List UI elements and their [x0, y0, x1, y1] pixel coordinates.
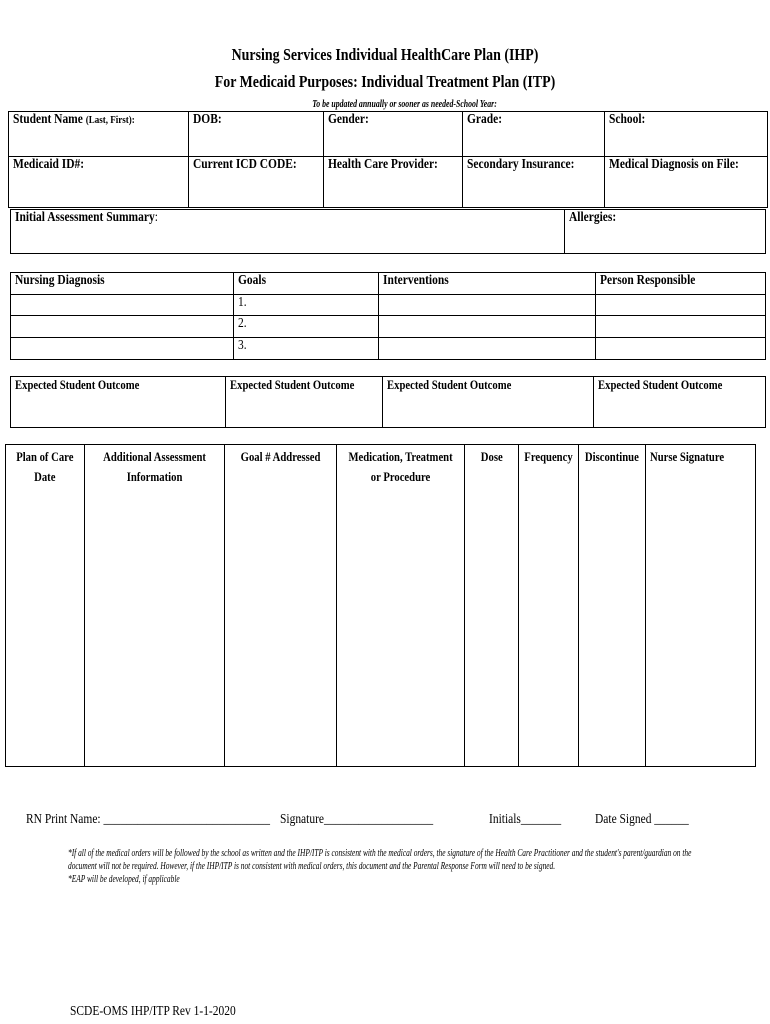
school-field[interactable]: [604, 112, 767, 157]
header-discontinue[interactable]: Discontinue: [579, 445, 646, 767]
dob-label: DOB:: [192, 112, 222, 127]
diagnosis-cell[interactable]: [11, 338, 234, 360]
footnote-line-2: document will not be required. However, if the IHP/ITP is not consistent with medical orders, this document and the Parental Response Form will need to be signed.: [68, 861, 556, 872]
medical-diagnosis-field[interactable]: [604, 157, 767, 208]
diagnosis-cell[interactable]: [11, 295, 234, 316]
student-name-hint: (Last, First):: [85, 114, 135, 126]
goal-number: 1.: [237, 295, 247, 310]
dob-field[interactable]: [188, 112, 324, 157]
provider-field[interactable]: [324, 157, 463, 208]
form-id: SCDE-OMS IHP/ITP Rev 1-1-2020: [70, 1004, 236, 1019]
outcome-cell[interactable]: Expected Student Outcome: [383, 377, 594, 428]
rn-print-name[interactable]: RN Print Name: _____________________________: [26, 812, 270, 827]
school-label: School:: [608, 112, 646, 127]
icd-code-field[interactable]: [188, 157, 324, 208]
date-signed-field[interactable]: Date Signed ______: [595, 812, 689, 827]
initials-field[interactable]: Initials_______: [489, 812, 562, 827]
header-additional-assessment[interactable]: Additional Assessment Information: [84, 445, 224, 767]
update-note: To be updated annually or sooner as needed-School Year:: [312, 99, 497, 110]
goal-cell[interactable]: [233, 338, 379, 360]
person-cell[interactable]: [596, 338, 766, 360]
header-person-responsible: Person Responsible: [596, 273, 766, 295]
form-subtitle: For Medicaid Purposes: Individual Treatment Plan (ITP): [214, 72, 556, 91]
signature-field[interactable]: Signature___________________: [280, 812, 434, 827]
goal-number: 3.: [237, 338, 247, 353]
assessment-summary-field[interactable]: Initial Assessment Summary:: [11, 210, 565, 254]
goal-number: 2.: [237, 316, 247, 331]
student-name-field[interactable]: [9, 112, 189, 157]
footnote-line-3: *EAP will be developed, if applicable: [68, 874, 180, 885]
footnote-line-1: *If all of the medical orders will be followed by the school as written and the IHP/ITP is consistent with the medical orders, the signature of the Health Care Practitioner and the student's parent/guardian on the: [68, 848, 692, 859]
outcome-cell[interactable]: Expected Student Outcome: [226, 377, 383, 428]
diagnosis-table: [10, 272, 766, 360]
secondary-insurance-label: Secondary Insurance:: [467, 157, 575, 172]
gender-field[interactable]: [324, 112, 463, 157]
goal-cell[interactable]: [233, 295, 379, 316]
header-goal-addressed[interactable]: Goal # Addressed: [224, 445, 336, 767]
intervention-cell[interactable]: [379, 295, 596, 316]
outcome-cell[interactable]: Expected Student Outcome: [593, 377, 765, 428]
header-plan-of-care-date[interactable]: Plan of Care Date: [6, 445, 85, 767]
assessment-table: [10, 209, 766, 254]
header-interventions: Interventions: [379, 273, 596, 295]
form-title: Nursing Services Individual HealthCare Plan (IHP): [231, 45, 539, 64]
grade-label: Grade:: [467, 112, 503, 127]
intervention-cell[interactable]: [379, 338, 596, 360]
provider-label: Health Care Provider:: [328, 157, 439, 172]
diagnosis-cell[interactable]: [11, 316, 234, 338]
header-frequency[interactable]: Frequency: [519, 445, 579, 767]
header-goals: Goals: [233, 273, 379, 295]
rn-print-name-label: RN Print Name:: [26, 812, 101, 827]
header-nursing-diagnosis: Nursing Diagnosis: [11, 273, 234, 295]
medical-diagnosis-label: Medical Diagnosis on File:: [608, 157, 739, 172]
medicaid-id-label: Medicaid ID#:: [13, 157, 85, 172]
header-dose[interactable]: Dose: [464, 445, 519, 767]
allergies-label: Allergies:: [569, 210, 617, 225]
header-medication-treatment[interactable]: Medication, Treatment or Procedure: [336, 445, 464, 767]
assessment-summary-label: Initial Assessment Summary: [15, 210, 155, 225]
student-name-label: Student Name: [13, 112, 83, 127]
intervention-cell[interactable]: [379, 316, 596, 338]
secondary-insurance-field[interactable]: [463, 157, 604, 208]
outcome-cell[interactable]: Expected Student Outcome: [11, 377, 226, 428]
medicaid-id-field[interactable]: [9, 157, 189, 208]
icd-code-label: Current ICD CODE:: [192, 157, 297, 172]
goal-cell[interactable]: [233, 316, 379, 338]
gender-label: Gender:: [328, 112, 370, 127]
allergies-field[interactable]: [565, 210, 766, 254]
student-info-table: [8, 111, 768, 208]
outcomes-table: [10, 376, 766, 428]
grade-field[interactable]: [463, 112, 604, 157]
header-nurse-signature[interactable]: Nurse Signature: [646, 445, 756, 767]
footnotes: [68, 847, 758, 886]
person-cell[interactable]: [596, 295, 766, 316]
care-table: [5, 444, 756, 767]
person-cell[interactable]: [596, 316, 766, 338]
